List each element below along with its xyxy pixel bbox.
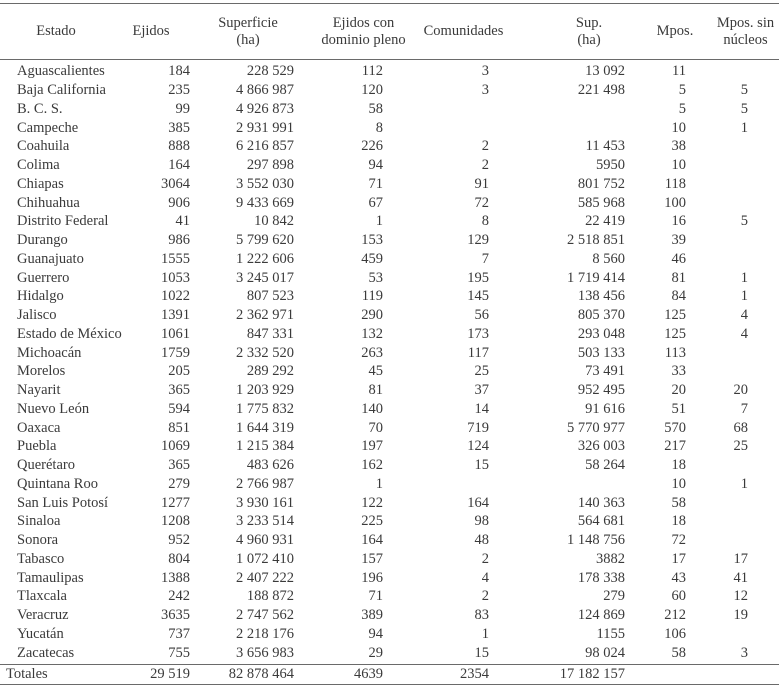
cell-sup: 293 048	[577, 325, 625, 342]
table-row	[0, 550, 779, 569]
table-row	[0, 606, 779, 625]
cell-estado: Baja California	[17, 82, 106, 99]
cell-ejidos: 1391	[161, 307, 190, 324]
header-comunidades	[413, 23, 514, 40]
header-line: Ejidos	[132, 23, 170, 39]
cell-sup: 564 681	[577, 513, 625, 530]
cell-sup: 138 456	[577, 288, 625, 305]
cell-ejidos: 41	[175, 213, 190, 230]
cell-mpos-sin-nucleos: 20	[733, 382, 748, 399]
cell-ejidos-dominio-pleno: 81	[368, 382, 383, 399]
cell-mpos: 20	[671, 382, 686, 399]
cell-estado: Chiapas	[17, 175, 64, 192]
table-row	[0, 287, 779, 306]
cell-estado: Tabasco	[17, 550, 65, 567]
cell-comunidades: 2	[481, 588, 489, 605]
cell-ejidos-dominio-pleno: 71	[368, 588, 383, 605]
cell-mpos: 570	[664, 419, 686, 436]
cell-superficie: 1 644 319	[236, 419, 294, 436]
cell-mpos-sin-nucleos: 3	[740, 644, 748, 661]
table-row	[0, 175, 779, 194]
cell-estado: Veracruz	[17, 607, 69, 624]
cell-superficie: 1 203 929	[236, 382, 294, 399]
cell-ejidos-dominio-pleno: 119	[361, 288, 383, 305]
table-row	[0, 512, 779, 531]
cell-ejidos-dominio-pleno: 389	[361, 607, 383, 624]
cell-mpos: 125	[664, 307, 686, 324]
cell-ejidos-dominio-pleno: 53	[368, 269, 383, 286]
cell-mpos-sin-nucleos: 41	[733, 569, 748, 586]
cell-superficie: 1 222 606	[236, 250, 294, 267]
cell-superficie: 2 218 176	[236, 625, 294, 642]
cell-superficie: 2 931 991	[236, 119, 294, 136]
cell-superficie: 1 072 410	[236, 550, 294, 567]
table-row	[0, 475, 779, 494]
cell-ejidos-dominio-pleno: 1	[375, 213, 383, 230]
cell-mpos-sin-nucleos: 4	[740, 325, 748, 342]
cell-ejidos-dominio-pleno: 29	[368, 644, 383, 661]
cell-ejidos: 3635	[161, 607, 190, 624]
cell-ejidos: 804	[168, 550, 190, 567]
cell-ejidos: 242	[168, 588, 190, 605]
header-line: (ha)	[577, 31, 601, 48]
cell-comunidades: 129	[467, 232, 489, 249]
cell-ejidos: 365	[168, 457, 190, 474]
table-row	[0, 400, 779, 419]
cell-superficie: 2 766 987	[236, 475, 294, 492]
cell-ejidos-dominio-pleno: 67	[368, 194, 383, 211]
cell-estado: Guanajuato	[17, 250, 84, 267]
cell-superficie: 3 930 161	[236, 494, 294, 511]
cell-superficie: 4 926 873	[236, 100, 294, 117]
table-row	[0, 643, 779, 662]
cell-mpos: 5	[678, 82, 686, 99]
cell-mpos-sin-nucleos: 1	[740, 475, 748, 492]
cell-ejidos-dominio-pleno: 112	[361, 63, 383, 80]
cell-comunidades: 195	[467, 269, 489, 286]
cell-mpos: 212	[664, 607, 686, 624]
cell-comunidades: 8	[481, 213, 489, 230]
cell-superficie: 2 362 971	[236, 307, 294, 324]
cell-ejidos: 205	[168, 363, 190, 380]
cell-ejidos-dominio-pleno: 164	[361, 532, 383, 549]
cell-ejidos-dominio-pleno: 157	[361, 550, 383, 567]
cell-estado: Michoacán	[17, 344, 82, 361]
cell-comunidades: 98	[474, 513, 489, 530]
cell-mpos-sin-nucleos: 12	[733, 588, 748, 605]
cell-ejidos-dominio-pleno: 70	[368, 419, 383, 436]
cell-mpos-sin-nucleos: 7	[740, 400, 748, 417]
cell-mpos: 16	[671, 213, 686, 230]
header-sup	[514, 15, 614, 49]
cell-estado: Distrito Federal	[17, 213, 109, 230]
cell-estado: Querétaro	[17, 457, 75, 474]
cell-ejidos: 184	[168, 63, 190, 80]
cell-sup: 326 003	[577, 438, 625, 455]
cell-sup: 22 419	[585, 213, 625, 230]
cell-mpos-sin-nucleos: 1	[740, 269, 748, 286]
header-ejidos	[112, 23, 190, 40]
cell-estado: Chihuahua	[17, 194, 80, 211]
cell-mpos: 217	[664, 438, 686, 455]
cell-estado: Hidalgo	[17, 288, 64, 305]
cell-superficie: 10 842	[254, 213, 294, 230]
table-row	[0, 231, 779, 250]
cell-mpos-sin-nucleos: 19	[733, 607, 748, 624]
cell-comunidades: 173	[467, 325, 489, 342]
cell-comunidades: 14	[474, 400, 489, 417]
cell-ejidos: 3064	[161, 175, 190, 192]
header-mpos	[614, 23, 698, 40]
cell-ejidos-dominio-pleno: 122	[361, 494, 383, 511]
table-row	[0, 418, 779, 437]
cell-comunidades: 56	[474, 307, 489, 324]
cell-sup: 98 024	[585, 644, 625, 661]
cell-sup: 91 616	[585, 400, 625, 417]
cell-sup: 124 869	[577, 607, 625, 624]
table-row	[0, 531, 779, 550]
cell-mpos: 10	[671, 475, 686, 492]
cell-superficie: 3 552 030	[236, 175, 294, 192]
cell-mpos: 118	[664, 175, 686, 192]
table-row	[0, 325, 779, 344]
cell-superficie: 2 332 520	[236, 344, 294, 361]
cell-estado: Nuevo León	[17, 400, 90, 417]
cell-ejidos: 279	[168, 475, 190, 492]
cell-ejidos-dominio-pleno: 263	[361, 344, 383, 361]
cell-ejidos: 1555	[161, 250, 190, 267]
cell-mpos: 5	[678, 100, 686, 117]
header-line: (ha)	[236, 31, 260, 48]
cell-estado: Zacatecas	[17, 644, 75, 661]
cell-ejidos: 1022	[161, 288, 190, 305]
cell-superficie: 4 866 987	[236, 82, 294, 99]
cell-ejidos: 986	[168, 232, 190, 249]
cell-sup: 73 491	[585, 363, 625, 380]
total-ejidos: 29 519	[150, 666, 190, 682]
header-line: Sup.	[575, 14, 603, 31]
cell-mpos-sin-nucleos: 1	[740, 288, 748, 305]
header-estado	[0, 23, 112, 40]
cell-comunidades: 15	[474, 457, 489, 474]
cell-mpos: 84	[671, 288, 686, 305]
cell-ejidos: 737	[168, 625, 190, 642]
table-row	[0, 62, 779, 81]
cell-mpos: 58	[671, 494, 686, 511]
table-row	[0, 250, 779, 269]
table-row	[0, 137, 779, 156]
cell-ejidos: 1061	[161, 325, 190, 342]
cell-comunidades: 4	[481, 569, 489, 586]
cell-mpos: 33	[671, 363, 686, 380]
cell-mpos: 51	[671, 400, 686, 417]
cell-comunidades: 2	[481, 550, 489, 567]
cell-mpos: 46	[671, 250, 686, 267]
cell-comunidades: 7	[481, 250, 489, 267]
cell-mpos: 100	[664, 194, 686, 211]
cell-estado: Durango	[17, 232, 68, 249]
table-row	[0, 343, 779, 362]
cell-superficie: 188 872	[246, 588, 294, 605]
header-line: Mpos. sin	[716, 14, 775, 31]
cell-superficie: 3 656 983	[236, 644, 294, 661]
table-row	[0, 362, 779, 381]
cell-comunidades: 124	[467, 438, 489, 455]
cell-estado: Oaxaca	[17, 419, 61, 436]
cell-ejidos-dominio-pleno: 196	[361, 569, 383, 586]
table-row	[0, 268, 779, 287]
cell-mpos-sin-nucleos: 1	[740, 119, 748, 136]
cell-sup: 2 518 851	[567, 232, 625, 249]
cell-sup: 503 133	[577, 344, 625, 361]
cell-comunidades: 145	[467, 288, 489, 305]
total-sup: 17 182 157	[559, 666, 625, 682]
cell-ejidos: 235	[168, 82, 190, 99]
table-row	[0, 456, 779, 475]
cell-sup: 13 092	[585, 63, 625, 80]
table-row	[0, 625, 779, 644]
ejidos-table	[0, 3, 779, 685]
cell-ejidos: 888	[168, 138, 190, 155]
cell-mpos: 125	[664, 325, 686, 342]
cell-ejidos: 1069	[161, 438, 190, 455]
header-line: núcleos	[723, 31, 768, 48]
cell-ejidos: 385	[168, 119, 190, 136]
cell-estado: Quintana Roo	[17, 475, 98, 492]
cell-estado: Guerrero	[17, 269, 70, 286]
cell-ejidos-dominio-pleno: 197	[361, 438, 383, 455]
cell-sup: 5 770 977	[567, 419, 625, 436]
cell-superficie: 297 898	[246, 157, 294, 174]
cell-superficie: 289 292	[246, 363, 294, 380]
cell-ejidos-dominio-pleno: 94	[368, 157, 383, 174]
table-row	[0, 81, 779, 100]
cell-mpos: 11	[672, 63, 686, 80]
cell-ejidos: 851	[168, 419, 190, 436]
cell-ejidos: 906	[168, 194, 190, 211]
cell-ejidos: 594	[168, 400, 190, 417]
cell-mpos-sin-nucleos: 4	[740, 307, 748, 324]
table-row	[0, 568, 779, 587]
cell-estado: Yucatán	[17, 625, 64, 642]
table-header	[0, 4, 779, 59]
cell-estado: Sinaloa	[17, 513, 61, 530]
cell-sup: 3882	[596, 550, 625, 567]
table-row	[0, 212, 779, 231]
cell-ejidos-dominio-pleno: 290	[361, 307, 383, 324]
cell-sup: 8 560	[592, 250, 625, 267]
cell-ejidos: 1208	[161, 513, 190, 530]
header-mpos-sin-nucleos	[698, 15, 779, 49]
cell-mpos-sin-nucleos: 5	[740, 213, 748, 230]
cell-ejidos-dominio-pleno: 459	[361, 250, 383, 267]
table-body	[0, 60, 779, 664]
cell-superficie: 5 799 620	[236, 232, 294, 249]
total-ejidos-dominio-pleno: 4639	[354, 666, 383, 682]
cell-superficie: 3 245 017	[236, 269, 294, 286]
cell-comunidades: 164	[467, 494, 489, 511]
cell-ejidos: 365	[168, 382, 190, 399]
cell-mpos: 58	[671, 644, 686, 661]
cell-estado: Coahuila	[17, 138, 70, 155]
cell-superficie: 847 331	[246, 325, 294, 342]
header-line: Comunidades	[423, 23, 504, 39]
cell-ejidos-dominio-pleno: 225	[361, 513, 383, 530]
cell-ejidos-dominio-pleno: 71	[368, 175, 383, 192]
cell-sup: 585 968	[577, 194, 625, 211]
table-row	[0, 156, 779, 175]
cell-sup: 140 363	[577, 494, 625, 511]
cell-mpos: 10	[671, 119, 686, 136]
cell-estado: Estado de México	[17, 325, 122, 342]
cell-superficie: 807 523	[246, 288, 294, 305]
cell-mpos: 81	[671, 269, 686, 286]
cell-sup: 11 453	[585, 138, 625, 155]
cell-superficie: 4 960 931	[236, 532, 294, 549]
cell-mpos: 39	[671, 232, 686, 249]
total-comunidades: 2354	[460, 666, 489, 682]
cell-sup: 279	[603, 588, 625, 605]
cell-ejidos-dominio-pleno: 1	[375, 475, 383, 492]
cell-mpos-sin-nucleos: 68	[733, 419, 748, 436]
cell-ejidos-dominio-pleno: 8	[375, 119, 383, 136]
cell-estado: Colima	[17, 157, 60, 174]
cell-comunidades: 15	[474, 644, 489, 661]
cell-ejidos-dominio-pleno: 153	[361, 232, 383, 249]
totals-row	[0, 665, 779, 684]
cell-sup: 805 370	[577, 307, 625, 324]
cell-mpos: 106	[664, 625, 686, 642]
header-ejidos-dominio-pleno	[294, 15, 413, 49]
cell-mpos: 60	[671, 588, 686, 605]
cell-comunidades: 719	[467, 419, 489, 436]
cell-ejidos-dominio-pleno: 162	[361, 457, 383, 474]
cell-mpos-sin-nucleos: 5	[740, 82, 748, 99]
table-row	[0, 437, 779, 456]
cell-estado: San Luis Potosí	[17, 494, 109, 511]
cell-mpos-sin-nucleos: 25	[733, 438, 748, 455]
cell-sup: 221 498	[577, 82, 625, 99]
header-line: Mpos.	[656, 23, 694, 39]
cell-superficie: 1 775 832	[236, 400, 294, 417]
cell-estado: Aguascalientes	[17, 63, 105, 80]
cell-ejidos-dominio-pleno: 120	[361, 82, 383, 99]
cell-sup: 5950	[596, 157, 625, 174]
cell-comunidades: 3	[481, 63, 489, 80]
cell-superficie: 1 215 384	[236, 438, 294, 455]
cell-comunidades: 2	[481, 157, 489, 174]
header-line: Estado	[36, 23, 76, 39]
cell-mpos: 72	[671, 532, 686, 549]
cell-sup: 801 752	[577, 175, 625, 192]
cell-ejidos: 1759	[161, 344, 190, 361]
table-row	[0, 493, 779, 512]
cell-superficie: 2 747 562	[236, 607, 294, 624]
cell-mpos: 18	[671, 513, 686, 530]
total-estado: Totales	[6, 666, 48, 682]
cell-ejidos-dominio-pleno: 45	[368, 363, 383, 380]
cell-comunidades: 83	[474, 607, 489, 624]
cell-comunidades: 72	[474, 194, 489, 211]
cell-sup: 1 148 756	[567, 532, 625, 549]
cell-comunidades: 91	[474, 175, 489, 192]
cell-mpos-sin-nucleos: 17	[733, 550, 748, 567]
header-line: Superficie	[218, 14, 278, 31]
cell-mpos: 10	[671, 157, 686, 174]
cell-mpos: 17	[671, 550, 686, 567]
table-row	[0, 587, 779, 606]
cell-estado: Nayarit	[17, 382, 61, 399]
cell-mpos: 38	[671, 138, 686, 155]
cell-ejidos-dominio-pleno: 140	[361, 400, 383, 417]
cell-estado: Sonora	[17, 532, 59, 549]
cell-superficie: 9 433 669	[236, 194, 294, 211]
cell-mpos: 43	[671, 569, 686, 586]
cell-ejidos: 164	[168, 157, 190, 174]
cell-ejidos: 755	[168, 644, 190, 661]
cell-ejidos: 99	[175, 100, 190, 117]
cell-estado: Morelos	[17, 363, 66, 380]
table-row	[0, 193, 779, 212]
cell-superficie: 3 233 514	[236, 513, 294, 530]
table-row	[0, 100, 779, 119]
cell-comunidades: 1	[481, 625, 489, 642]
cell-sup: 58 264	[585, 457, 625, 474]
cell-mpos: 18	[671, 457, 686, 474]
header-superficie	[190, 15, 294, 49]
cell-mpos: 113	[664, 344, 686, 361]
cell-comunidades: 2	[481, 138, 489, 155]
cell-ejidos-dominio-pleno: 132	[361, 325, 383, 342]
cell-superficie: 6 216 857	[236, 138, 294, 155]
cell-estado: Tamaulipas	[17, 569, 84, 586]
cell-estado: Jalisco	[17, 307, 57, 324]
table-row	[0, 118, 779, 137]
cell-ejidos: 1053	[161, 269, 190, 286]
cell-superficie: 2 407 222	[236, 569, 294, 586]
header-line: dominio pleno	[321, 31, 406, 48]
header-line: Ejidos con	[332, 14, 395, 31]
cell-ejidos: 952	[168, 532, 190, 549]
cell-sup: 1155	[596, 625, 625, 642]
total-superficie: 82 878 464	[228, 666, 294, 682]
cell-superficie: 483 626	[246, 457, 294, 474]
cell-sup: 1 719 414	[567, 269, 625, 286]
cell-mpos-sin-nucleos: 5	[740, 100, 748, 117]
cell-superficie: 228 529	[246, 63, 294, 80]
cell-sup: 178 338	[577, 569, 625, 586]
cell-ejidos: 1388	[161, 569, 190, 586]
cell-estado: Tlaxcala	[17, 588, 67, 605]
cell-sup: 952 495	[577, 382, 625, 399]
cell-ejidos-dominio-pleno: 94	[368, 625, 383, 642]
cell-comunidades: 37	[474, 382, 489, 399]
cell-comunidades: 25	[474, 363, 489, 380]
table-row	[0, 381, 779, 400]
table-row	[0, 306, 779, 325]
cell-comunidades: 117	[467, 344, 489, 361]
cell-estado: Puebla	[17, 438, 57, 455]
cell-estado: B. C. S.	[17, 100, 63, 117]
cell-comunidades: 48	[474, 532, 489, 549]
cell-estado: Campeche	[17, 119, 79, 136]
cell-comunidades: 3	[481, 82, 489, 99]
cell-ejidos-dominio-pleno: 58	[368, 100, 383, 117]
cell-ejidos-dominio-pleno: 226	[361, 138, 383, 155]
cell-ejidos: 1277	[161, 494, 190, 511]
